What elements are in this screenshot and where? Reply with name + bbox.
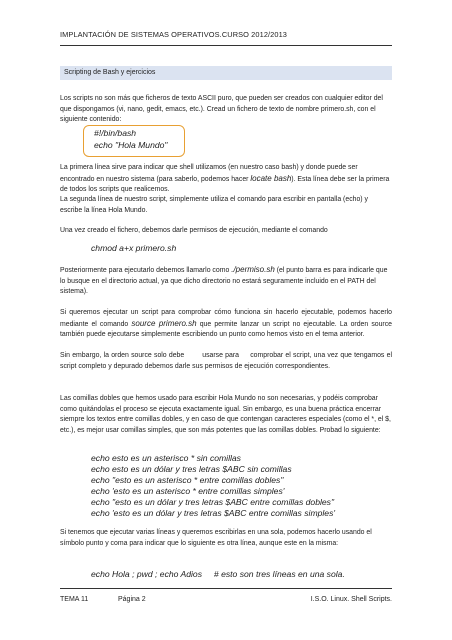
document-header: IMPLANTACIÓN DE SISTEMAS OPERATIVOS.CURSO 2012/2013 [60, 30, 288, 39]
code-echo-line: echo esto es un dólar y tres letras $ABC sin comillas [91, 464, 292, 474]
paragraph-execute [60, 265, 392, 298]
header-divider [60, 45, 392, 46]
footer-page-number: Página 2 [118, 596, 146, 603]
paragraph-second-line: La segunda línea de nuestro script, simplemente utiliza el comando para escribir en pantalla (echo) y escribe la línea Hola Mundo. [60, 196, 368, 214]
paragraph-execute-text-b: (el punto barra es para indicarle que lo busque en el directorio actual, ya que dicho directorio no estará seguramente incluido en el PATH del sistema). [60, 267, 388, 296]
paragraph-first-line-text-b: ). Esta línea debe ser la primera de todos los scripts que realicemos. [60, 175, 390, 194]
code-oneline: echo Hola ; pwd ; echo Adios # esto son tres líneas en una sola. [91, 569, 345, 579]
code-echo-line: echo 'esto es un asterisco * entre comillas simples' [91, 486, 285, 496]
inline-code-permiso: ./permiso.sh [231, 265, 275, 274]
code-echo-line: echo "esto es un asterisco * entre comillas dobles" [91, 475, 284, 485]
paragraph-source [60, 308, 392, 341]
paragraph-first-line [60, 163, 392, 196]
inline-code-source: source primero.sh [131, 318, 197, 328]
footer-divider [60, 588, 392, 589]
footer-doc-title: I.S.O. Linux. Shell Scripts. [310, 596, 392, 603]
paragraph-source-text-b: que permite lanzar un script no ejecutable. La orden source también puede ejecutarse simplemente escribiendo un punto como hemos visto en el tema anterior. [60, 320, 392, 339]
code-echo-line: echo 'esto es un dólar y tres letras $ABC entre comillas simples' [91, 508, 336, 518]
paragraph-source-warning: Sin embargo, la orden source solo debe usarse para comprobar el script, una vez que tengamos el script completo y depurado debemos darle sus permisos de ejecución correspondientes. [60, 352, 394, 370]
code-line-echo: echo "Hola Mundo" [94, 140, 168, 150]
inline-code-locate: locate bash [250, 173, 292, 183]
paragraph-intro: Los scripts no son más que ficheros de texto ASCII puro, que pueden ser creados con cualquier editor del que dispongamos (vi, nano, gedit, emacs, etc.). Cread un fichero de texto de nombre primero.sh, con el siguiente contenido: [60, 95, 383, 124]
code-chmod: chmod a+x primero.sh [91, 243, 177, 253]
paragraph-source-text-a: Si queremos ejecutar un script para comprobar cómo funciona sin hacerlo ejecutable, podemos hacerlo mediante el comando [60, 309, 392, 328]
footer-topic: TEMA 11 [60, 596, 89, 603]
paragraph-quotes: Las comillas dobles que hemos usado para escribir Hola Mundo no son necesarias, y podéis comprobar como quitándolas el proceso se ejecuta exactamente igual. Sin embargo, es una buena práctica encerrar siempre los textos entre comillas dobles, y en caso de que contengan caracteres especiales (como el *, el $, etc.), es mejor usar comillas simples, que son más potentes que las comillas dobles. Probad lo siguiente: [60, 395, 391, 434]
paragraph-first-line-text-a: La primera línea sirve para indicar que shell utilizamos (en nuestro caso bash) y donde puede ser encontrado en nuestro sistema (para saberlo, podemos hacer [60, 164, 358, 183]
paragraph-execute-text-a: Posteriormente para ejecutarlo debemos llamarlo como [60, 267, 230, 274]
code-line-shebang: #!/bin/bash [94, 128, 137, 138]
paragraph-permissions: Una vez creado el fichero, debemos darle permisos de ejecución, mediante el comando [60, 227, 328, 234]
code-echo-line: echo "esto es un dólar y tres letras $ABC entre comillas dobles" [91, 497, 335, 507]
paragraph-semicolon: Si tenemos que ejecutar varias líneas y queremos escribirlas en una sola, podemos hacerlo usando el símbolo punto y coma para indicar que lo siguiente es otra línea, aunque este en la misma: [60, 529, 372, 547]
section-title: Scripting de Bash y ejercicios [60, 66, 392, 80]
code-echo-line: echo esto es un asterisco * sin comillas [91, 453, 241, 463]
